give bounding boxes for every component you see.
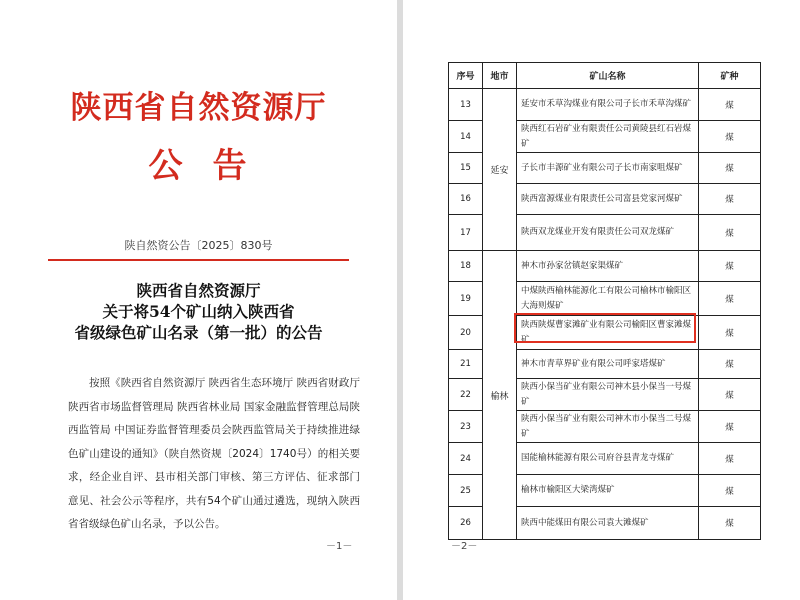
mineral-type: 煤 (699, 89, 761, 121)
mine-name: 子长市丰源矿业有限公司子长市南家咀煤矿 (517, 153, 699, 184)
city-cell: 榆林 (483, 251, 517, 540)
row-number: 17 (449, 215, 483, 251)
highlight-box (514, 313, 696, 343)
mine-name: 陕西小保当矿业有限公司神木市小保当二号煤矿 (517, 411, 699, 443)
mine-name: 陕西富源煤业有限责任公司富县党家河煤矿 (517, 184, 699, 215)
mine-name: 国能榆林能源有限公司府谷县青龙寺煤矿 (517, 443, 699, 475)
heading-line: 陕西省自然资源厅 (136, 281, 261, 300)
table-header-row (449, 63, 761, 89)
column-header: 矿山名称 (517, 63, 699, 89)
notice-title: 公告 (148, 146, 277, 186)
page-left (0, 0, 397, 600)
mineral-type: 煤 (699, 411, 761, 443)
heading-line: 关于将54个矿山纳入陕西省 (102, 302, 295, 321)
mine-name: 神木市青草界矿业有限公司呼家塔煤矿 (517, 350, 699, 379)
row-number: 16 (449, 184, 483, 215)
row-number: 23 (449, 411, 483, 443)
mineral-type: 煤 (699, 251, 761, 282)
column-header: 矿种 (699, 63, 761, 89)
mine-name: 陕西双龙煤业开发有限责任公司双龙煤矿 (517, 215, 699, 251)
org-title: 陕西省自然资源厅 (70, 90, 327, 126)
mineral-type: 煤 (699, 475, 761, 507)
mineral-type: 煤 (699, 443, 761, 475)
row-number: 15 (449, 153, 483, 184)
announcement-heading (0, 280, 397, 343)
announcement-body: 按照《陕西省自然资源厅 陕西省生态环境厅 陕西省财政厅 陕西省市场监督管理局 陕西省林业局 国家金融监督管理总局陕西监管局 中国证券监督管理委员会陕西监管局关于持续推进绿色矿山建设的通知》（陕自然资规〔2024〕1740号）的相关要求，经企业自评、县市相关部门审核、第三方评估、征求部门意见、社会公示等程序，共有54个矿山通过遴选，现纳入陕西省省级绿色矿山名录，予以公告。 (68, 377, 360, 530)
row-number: 25 (449, 475, 483, 507)
mineral-type: 煤 (699, 350, 761, 379)
column-header: 序号 (449, 63, 483, 89)
mineral-type: 煤 (699, 153, 761, 184)
mine-name: 陕西陕煤曹家滩矿业有限公司榆阳区曹家滩煤矿 (517, 316, 699, 350)
red-divider (48, 259, 349, 261)
mine-name: 延安市禾草沟煤业有限公司子长市禾草沟煤矿 (517, 89, 699, 121)
row-number: 14 (449, 121, 483, 153)
mineral-type: 煤 (699, 215, 761, 251)
row-number: 18 (449, 251, 483, 282)
row-number: 19 (449, 282, 483, 316)
mineral-type: 煤 (699, 507, 761, 540)
mine-name: 陕西红石岩矿业有限责任公司黄陵县红石岩煤矿 (517, 121, 699, 153)
mine-list-table (448, 62, 761, 540)
mine-name: 陕西小保当矿业有限公司神木县小保当一号煤矿 (517, 379, 699, 411)
document-number: 陕自然资公告〔2025〕830号 (124, 239, 273, 252)
mineral-type: 煤 (699, 379, 761, 411)
mine-name: 中煤陕西榆林能源化工有限公司榆林市榆阳区大海则煤矿 (517, 282, 699, 316)
row-number: 21 (449, 350, 483, 379)
row-number: 13 (449, 89, 483, 121)
heading-line: 省级绿色矿山名录（第一批）的公告 (74, 323, 323, 342)
row-number: 22 (449, 379, 483, 411)
column-header: 地市 (483, 63, 517, 89)
row-number: 26 (449, 507, 483, 540)
mineral-type: 煤 (699, 184, 761, 215)
mineral-type: 煤 (699, 121, 761, 153)
page-number: －1－ (326, 541, 353, 552)
row-number: 24 (449, 443, 483, 475)
mine-name: 榆林市榆阳区大梁湾煤矿 (517, 475, 699, 507)
page-number: －2－ (451, 541, 478, 552)
table-row (449, 251, 761, 282)
city-cell: 延安 (483, 89, 517, 251)
mine-name: 陕西中能煤田有限公司袁大滩煤矿 (517, 507, 699, 540)
row-number: 20 (449, 316, 483, 350)
table-row (449, 89, 761, 121)
mineral-type: 煤 (699, 316, 761, 350)
mineral-type: 煤 (699, 282, 761, 316)
mine-name: 神木市孙家岔镇赵家渠煤矿 (517, 251, 699, 282)
